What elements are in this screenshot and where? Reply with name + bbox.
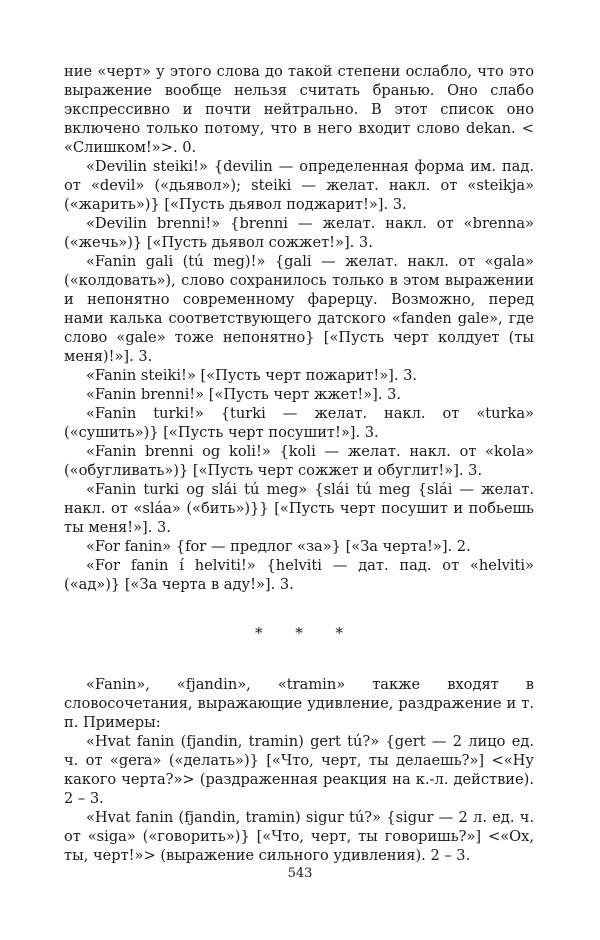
entry-for-fanin-i-helviti: «For fanin í helviti!» {helviti — дат. пад. от «helviti» («ад»)} [«За черта в аду!»]. 3. [64, 557, 534, 593]
entry-fanin-brenni-og-koli: «Fanin brenni og koli!» {koli — желат. накл. от «kola» («обугливать»)} [«Пусть черт сожжет и обуглит!»]. 3. [64, 443, 534, 479]
body-text [64, 62, 534, 865]
paragraph: ние «черт» у этого слова до такой степени ослабло, что это выражение вообще нельзя считать бранью. Оно слабо экспрессивно и почти нейтрально. В этот список оно включено только потому, что в него входит слово dekan. < «Слишком!»>. 0. [64, 63, 534, 156]
entry-fanin-steiki: «Fanin steiki!» [«Пусть черт пожарит!»]. 3. [86, 367, 418, 384]
entry-devilin-steiki: «Devilin steiki!» {devilin — определенная форма им. пад. от «devil» («дьявол»); steiki — желат. накл. от «steikja» («жарить»)} [«Пусть дьявол поджарит!»]. 3. [64, 158, 534, 213]
entry-fanin-gali: «Fanin gali (tú meg)!» {gali — желат. накл. от «gala» («колдовать»), слово сохранилось только в этом выражении и непонятно современному фарерцу. Возможно, перед нами калька соответствующего датского «fanden gale», где слово «gale» тоже непонятно} [«Пусть черт колдует (ты меня)!»]. 3. [64, 253, 534, 365]
entry-fanin-brenni: «Fanin brenni!» [«Пусть черт жжет!»]. 3. [86, 386, 402, 403]
entry-fanin-turki-og-slai: «Fanin turki og slái tú meg» {slái tú meg {slái — желат. накл. от «sláa» («бить»)}} [«Пусть черт посушит и побьешь ты меня!»]. 3. [64, 481, 534, 536]
entry-fanin-turki: «Fanin turki!» {turki — желат. накл. от «turka» («сушить»)} [«Пусть черт посушит!»]. 3. [64, 405, 534, 441]
entry-devilin-brenni: «Devilin brenni!» {brenni — желат. накл. от «brenna» («жечь»)} [«Пусть дьявол сожжет!»]. 3. [64, 215, 534, 251]
entry-hvat-fanin-gert: «Hvat fanin (fjandin, tramin) gert tú?» {gert — 2 лицо ед. ч. от «gera» («делать»)} [«Что, черт, ты делаешь?»] <«Ну какого черта?»> (раздраженная реакция на к.-л. действие). 2 – 3. [64, 733, 534, 807]
entry-for-fanin: «For fanin» {for — предлог «за»} [«За черта!»]. 2. [86, 538, 471, 555]
paragraph-intro: «Fanin», «fjandin», «tramin» также входят в словосочетания, выражающие удивление, раздражение и т. п. Примеры: [64, 676, 534, 731]
section-separator: * * * [254, 624, 358, 642]
entry-hvat-fanin-sigur: «Hvat fanin (fjandin, tramin) sigur tú?» {sigur — 2 л. ед. ч. от «siga» («говорить»)} [«Что, черт, ты говоришь?»] <«Ох, ты, черт!»> (выражение сильного удивления). 2 – 3. [64, 809, 534, 864]
page-number: 543 [287, 866, 313, 881]
